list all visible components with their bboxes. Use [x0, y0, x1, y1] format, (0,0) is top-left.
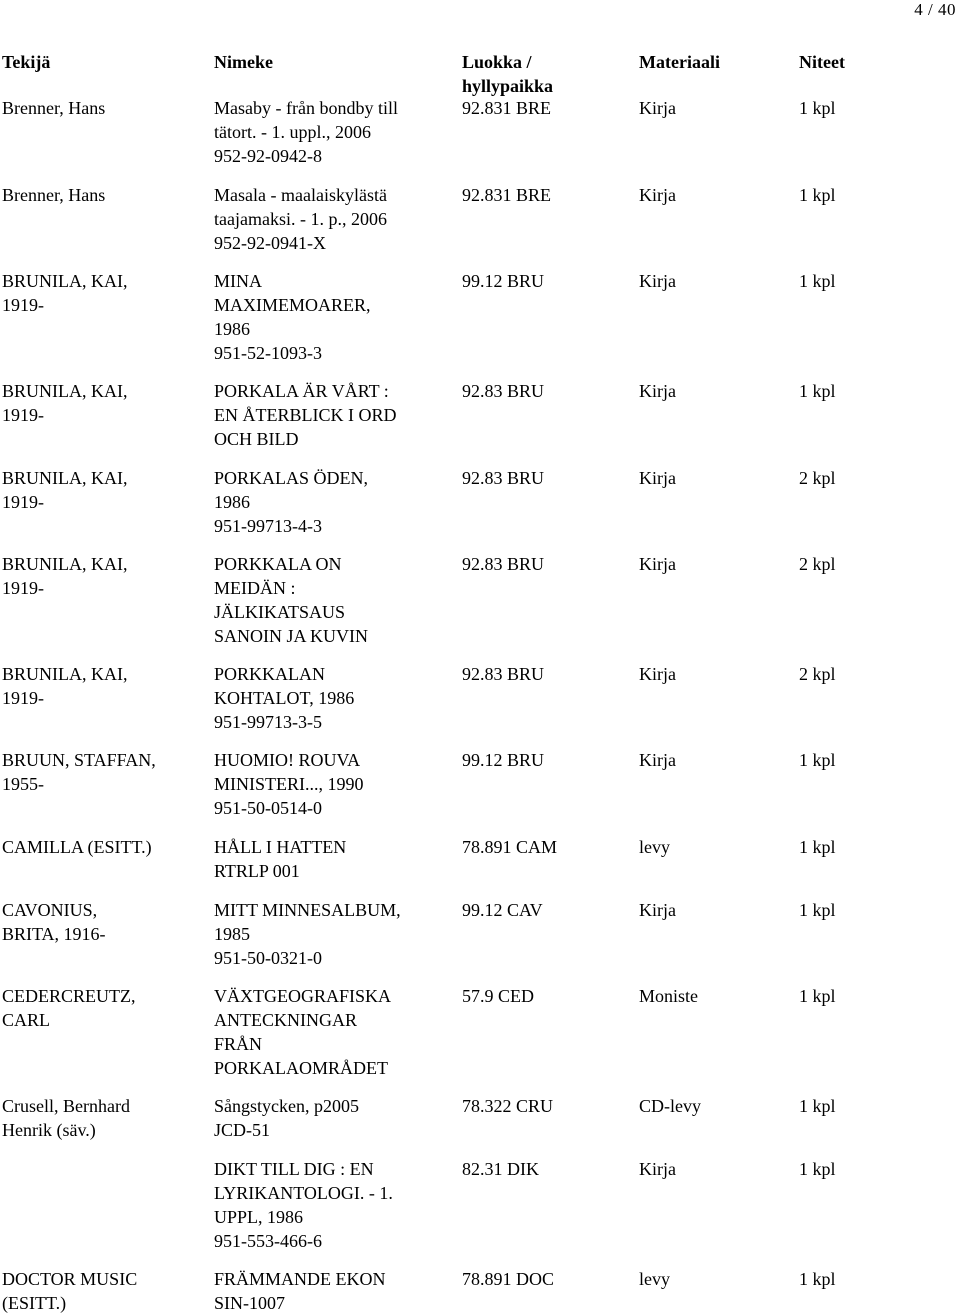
copies-cell: 1 kpl — [799, 185, 836, 205]
shelf-cell: 78.891 DOC — [462, 1269, 555, 1289]
copies-cell: 1 kpl — [799, 1159, 836, 1179]
material-cell: Kirja — [639, 381, 676, 401]
shelf-cell: 99.12 BRU — [462, 750, 545, 770]
title-cell: MINA MAXIMEMOARER, 1986 951-52-1093-3 — [214, 271, 371, 363]
author-cell: CEDERCREUTZ, CARL — [2, 986, 136, 1030]
material-cell: Kirja — [639, 185, 676, 205]
copies-cell: 1 kpl — [799, 381, 836, 401]
copies-cell: 1 kpl — [799, 900, 836, 920]
copies-cell: 1 kpl — [799, 837, 836, 857]
author-cell: BRUNILA, KAI, 1919- — [2, 381, 128, 425]
author-cell: CAMILLA (ESITT.) — [2, 837, 152, 857]
author-cell: BRUNILA, KAI, 1919- — [2, 554, 128, 598]
author-cell: BRUNILA, KAI, 1919- — [2, 468, 128, 512]
material-cell: Kirja — [639, 900, 676, 920]
copies-cell: 1 kpl — [799, 98, 836, 118]
title-cell: HUOMIO! ROUVA MINISTERI..., 1990 951-50-0514-0 — [214, 750, 364, 818]
shelf-cell: 92.83 BRU — [462, 468, 545, 488]
title-cell: VÄXTGEOGRAFISKA ANTECKNINGAR FRÅN PORKALAOMRÅDET — [214, 986, 392, 1078]
header-nimeke: Nimeke — [214, 52, 273, 72]
material-cell: Kirja — [639, 750, 676, 770]
material-cell: Moniste — [639, 986, 699, 1006]
shelf-cell: 57.9 CED — [462, 986, 534, 1006]
header-luokka: Luokka / hyllypaikka — [462, 52, 554, 96]
title-cell: Sångstycken, p2005 JCD-51 — [214, 1096, 359, 1140]
shelf-cell: 78.891 CAM — [462, 837, 558, 857]
title-cell: PORKALAS ÖDEN, 1986 951-99713-4-3 — [214, 468, 369, 536]
title-cell: FRÄMMANDE EKON SIN-1007 — [214, 1269, 386, 1313]
header-materiaali: Materiaali — [639, 52, 720, 72]
copies-cell: 1 kpl — [799, 271, 836, 291]
title-cell: Masaby - från bondby till tätort. - 1. uppl., 2006 952-92-0942-8 — [214, 98, 398, 166]
material-cell: Kirja — [639, 271, 676, 291]
title-cell: Masala - maalaiskylästä taajamaksi. - 1. p., 2006 952-92-0941-X — [214, 185, 387, 253]
copies-cell: 2 kpl — [799, 664, 836, 684]
title-cell: MITT MINNESALBUM, 1985 951-50-0321-0 — [214, 900, 401, 968]
copies-cell: 1 kpl — [799, 1269, 836, 1289]
title-cell: PORKKALAN KOHTALOT, 1986 951-99713-3-5 — [214, 664, 355, 732]
material-cell: levy — [639, 1269, 670, 1289]
author-cell: Crusell, Bernhard Henrik (säv.) — [2, 1096, 130, 1140]
author-cell: BRUUN, STAFFAN, 1955- — [2, 750, 156, 794]
copies-cell: 2 kpl — [799, 468, 836, 488]
shelf-cell: 92.831 BRE — [462, 98, 552, 118]
material-cell: CD-levy — [639, 1096, 701, 1116]
material-cell: Kirja — [639, 1159, 676, 1179]
title-cell: PORKALA ÄR VÅRT : EN ÅTERBLICK I ORD OCH BILD — [214, 381, 397, 449]
copies-cell: 2 kpl — [799, 554, 836, 574]
copies-cell: 1 kpl — [799, 1096, 836, 1116]
author-cell: Brenner, Hans — [2, 98, 106, 118]
shelf-cell: 92.831 BRE — [462, 185, 552, 205]
material-cell: Kirja — [639, 554, 676, 574]
shelf-cell: 92.83 BRU — [462, 554, 545, 574]
title-cell: DIKT TILL DIG : EN LYRIKANTOLOGI. - 1. UPPL, 1986 951-553-466-6 — [214, 1159, 393, 1251]
shelf-cell: 99.12 BRU — [462, 271, 545, 291]
header-niteet: Niteet — [799, 52, 845, 72]
shelf-cell: 92.83 BRU — [462, 381, 545, 401]
shelf-cell: 99.12 CAV — [462, 900, 543, 920]
page-number: 4 / 40 — [914, 0, 956, 19]
material-cell: Kirja — [639, 664, 676, 684]
shelf-cell: 82.31 DIK — [462, 1159, 539, 1179]
header-tekija: Tekijä — [2, 52, 51, 72]
material-cell: levy — [639, 837, 670, 857]
author-cell: BRUNILA, KAI, 1919- — [2, 664, 128, 708]
shelf-cell: 78.322 CRU — [462, 1096, 554, 1116]
author-cell: DOCTOR MUSIC (ESITT.) — [2, 1269, 138, 1313]
author-cell: BRUNILA, KAI, 1919- — [2, 271, 128, 315]
material-cell: Kirja — [639, 468, 676, 488]
copies-cell: 1 kpl — [799, 750, 836, 770]
shelf-cell: 92.83 BRU — [462, 664, 545, 684]
author-cell: Brenner, Hans — [2, 185, 106, 205]
author-cell: CAVONIUS, BRITA, 1916- — [2, 900, 106, 944]
title-cell: PORKKALA ON MEIDÄN : JÄLKIKATSAUS SANOIN JA KUVIN — [214, 554, 369, 646]
title-cell: HÅLL I HATTEN RTRLP 001 — [214, 837, 347, 881]
copies-cell: 1 kpl — [799, 986, 836, 1006]
material-cell: Kirja — [639, 98, 676, 118]
